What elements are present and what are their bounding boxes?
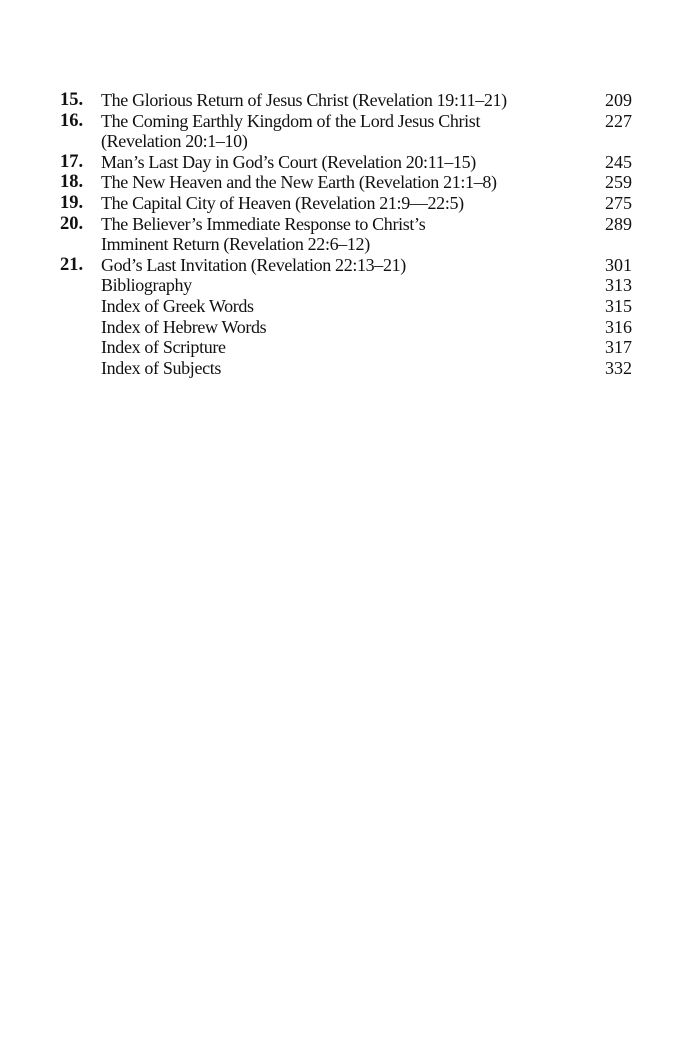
chapter-title (101, 317, 572, 338)
chapter-number: 15. (60, 90, 84, 110)
page-number: 313 (605, 275, 632, 296)
page-number: 317 (605, 337, 632, 358)
page-number: 332 (605, 357, 632, 378)
page-number: 316 (605, 316, 632, 337)
chapter-title (101, 111, 572, 152)
chapter-title-line: The Coming Earthly Kingdom of the Lord Jesus Christ (101, 110, 481, 131)
chapter-title (101, 214, 572, 255)
chapter-number: 20. (60, 213, 84, 234)
chapter-title-line: Man’s Last Day in God’s Court (Revelation 20:11–15) (101, 151, 476, 172)
chapter-title-line: (Revelation 20:1–10) (101, 131, 248, 152)
toc-entry-18 (60, 172, 632, 193)
chapter-number: 17. (60, 151, 84, 172)
chapter-number: 18. (60, 172, 84, 193)
page-number: 227 (605, 110, 632, 131)
chapter-title (101, 152, 572, 173)
toc-entry-19 (60, 193, 632, 214)
chapter-title-line: Index of Greek Words (101, 295, 254, 316)
chapter-title-line: The Glorious Return of Jesus Christ (Revelation 19:11–21) (101, 90, 507, 110)
page-number: 301 (605, 254, 632, 275)
toc-entry-17 (60, 152, 632, 173)
page-number: 209 (605, 90, 632, 110)
chapter-title (101, 255, 572, 276)
table-of-contents (60, 90, 632, 378)
chapter-title-line: The New Heaven and the New Earth (Revelation 21:1–8) (101, 172, 497, 193)
chapter-title-line: Index of Hebrew Words (101, 316, 267, 337)
toc-entry-20 (60, 214, 632, 255)
toc-entry-index-hebrew-words (60, 317, 632, 338)
toc-entry-index-subjects (60, 358, 632, 379)
chapter-title-line: God’s Last Invitation (Revelation 22:13–21) (101, 254, 406, 275)
toc-entry-bibliography (60, 275, 632, 296)
chapter-title (101, 337, 572, 358)
chapter-title-line: The Capital City of Heaven (Revelation 21:9—22:5) (101, 192, 464, 213)
chapter-title-line: Imminent Return (Revelation 22:6–12) (101, 234, 370, 255)
chapter-title-line: Bibliography (101, 275, 192, 296)
page-number: 245 (605, 151, 632, 172)
toc-entry-index-greek-words (60, 296, 632, 317)
toc-entry-16 (60, 111, 632, 152)
chapter-title (101, 193, 572, 214)
page-number: 259 (605, 172, 632, 193)
chapter-title (101, 172, 572, 193)
toc-entry-21 (60, 255, 632, 276)
page-number: 315 (605, 295, 632, 316)
page-number: 275 (605, 192, 632, 213)
chapter-title-line: The Believer’s Immediate Response to Christ’s (101, 213, 426, 234)
chapter-title (101, 358, 572, 379)
chapter-number: 16. (60, 110, 84, 131)
chapter-number: 21. (60, 254, 84, 275)
toc-entry-15 (60, 90, 632, 111)
chapter-title (101, 296, 572, 317)
chapter-number: 19. (60, 192, 84, 213)
chapter-title-line: Index of Scripture (101, 337, 226, 358)
toc-entry-index-scripture (60, 337, 632, 358)
chapter-title-line: Index of Subjects (101, 357, 222, 378)
chapter-title (101, 275, 572, 296)
chapter-title (101, 90, 572, 111)
page-number: 289 (605, 213, 632, 234)
